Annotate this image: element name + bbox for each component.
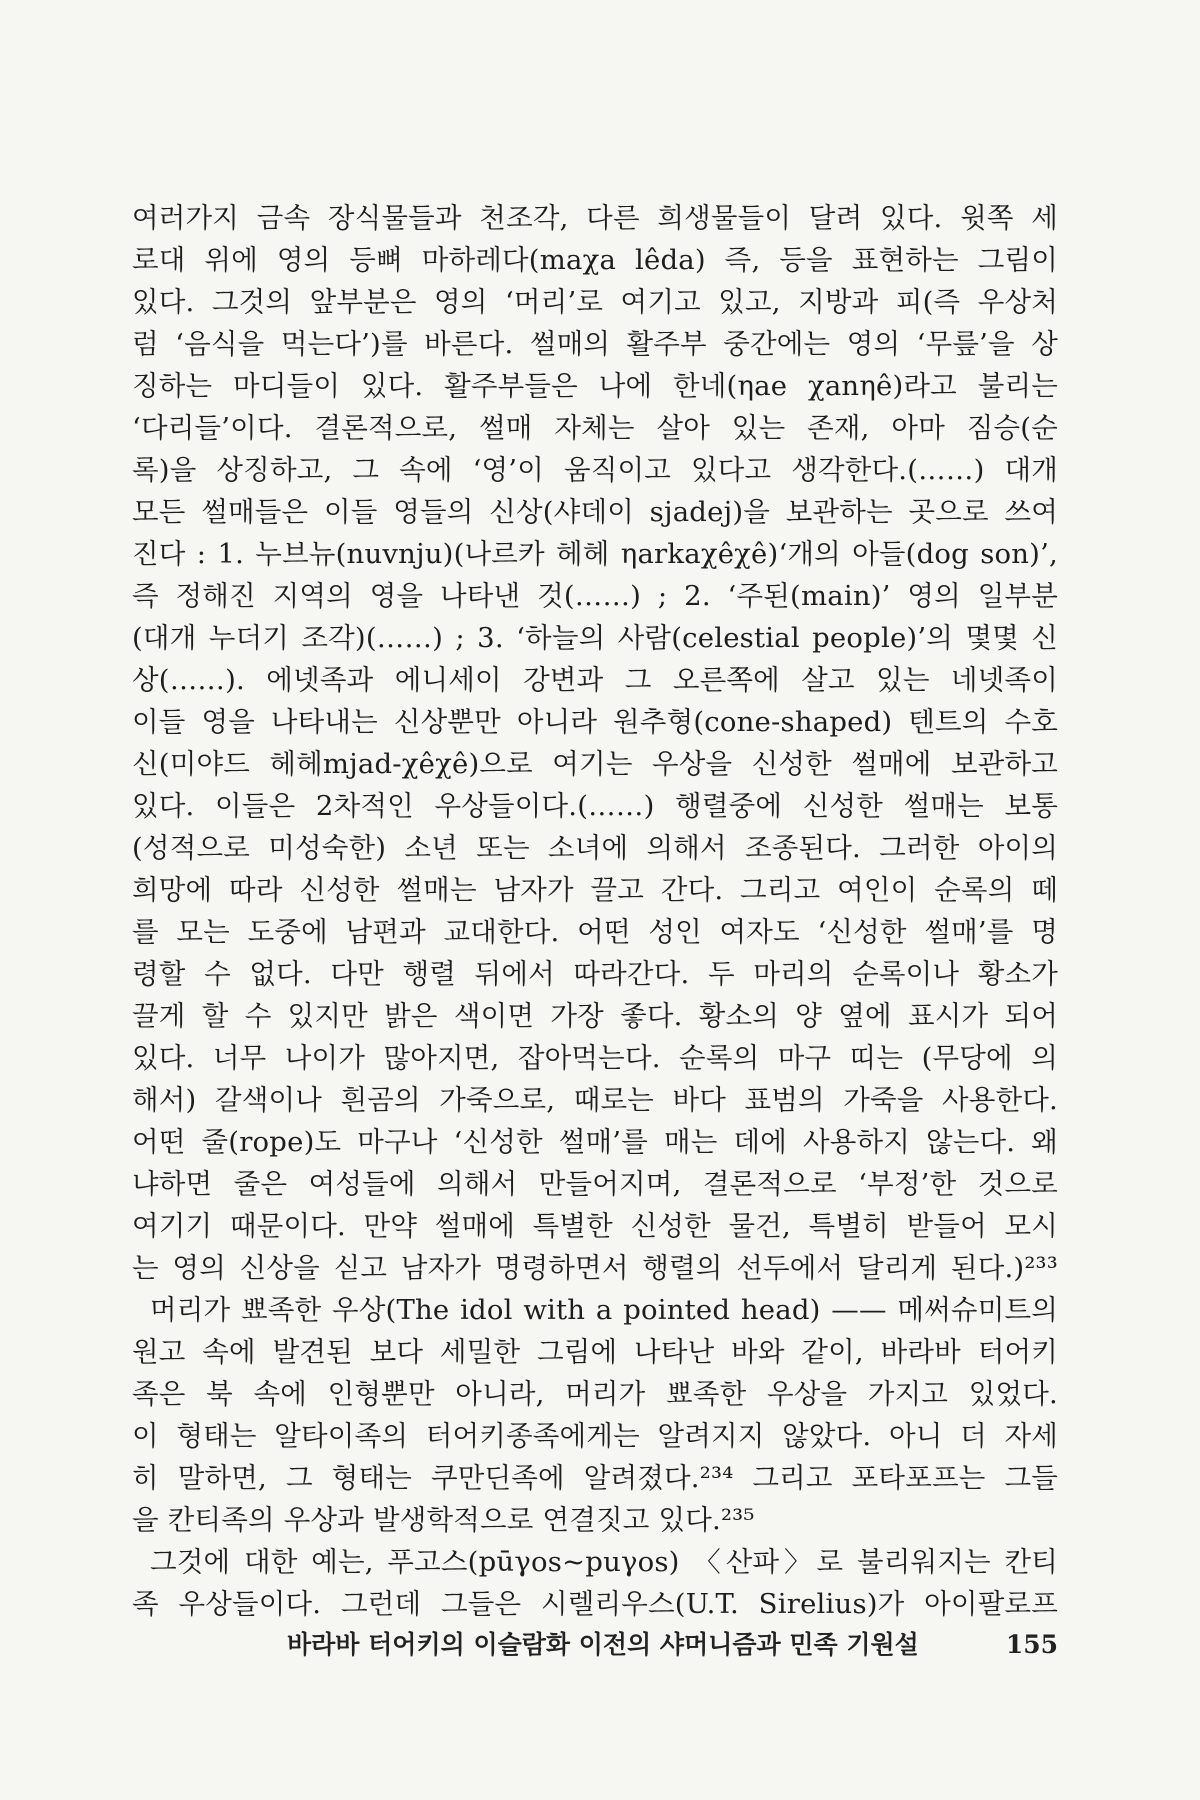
text-line: ‘다리들’이다. 결론적으로, 썰매 자체는 살아 있는 존재, 아마 짐승(순: [132, 412, 1058, 444]
text-line: 여러가지 금속 장식물들과 천조각, 다른 희생물들이 달려 있다. 윗쪽 세: [132, 202, 1058, 234]
text-line: 는 영의 신상을 싣고 남자가 명령하면서 행렬의 선두에서 달리게 된다.)²³³: [132, 1252, 1058, 1284]
paragraph-start-line: 그것에 대한 예는, 푸고스(pūγos~puγos) 〈산파〉로 불리워지는 칸티: [150, 1546, 1058, 1578]
text-line: 냐하면 줄은 여성들에 의해서 만들어지며, 결론적으로 ‘부정’한 것으로: [132, 1168, 1058, 1200]
text-line: 이들 영을 나타내는 신상뿐만 아니라 원추형(cone-shaped) 텐트의 수호: [132, 706, 1058, 738]
text-line: 모든 썰매들은 이들 영들의 신상(샤데이 sjadej)을 보관하는 곳으로 쓰여: [132, 496, 1058, 528]
paragraph-start-line: 머리가 뾰족한 우상(The idol with a pointed head) —— 메써슈미트의: [150, 1294, 1058, 1326]
text-line: 징하는 마디들이 있다. 활주부들은 나에 한네(ηae χanηê)라고 불리는: [132, 370, 1058, 402]
page-number: 155: [1005, 1630, 1058, 1659]
text-line: 끌게 할 수 있지만 밝은 색이면 가장 좋다. 황소의 양 옆에 표시가 되어: [132, 1000, 1058, 1032]
text-line: 이 형태는 알타이족의 터어키종족에게는 알려지지 않았다. 아니 더 자세: [132, 1420, 1058, 1452]
text-line: 진다 : 1. 누브뉴(nuvnju)(나르카 헤헤 ηarkaχêχê)‘개의 아들(dog son)’,: [132, 538, 1058, 570]
text-line: 원고 속에 발견된 보다 세밀한 그림에 나타난 바와 같이, 바라바 터어키: [132, 1336, 1058, 1368]
running-title: 바라바 터어키의 이슬람화 이전의 샤머니즘과 민족 기원설: [287, 1630, 919, 1659]
text-line: (대개 누더기 조각)(……) ; 3. ‘하늘의 사람(celestial people)’의 몇몇 신: [132, 622, 1058, 654]
text-line: 있다. 그것의 앞부분은 영의 ‘머리’로 여기고 있고, 지방과 피(즉 우상처: [132, 286, 1058, 318]
text-line: 희망에 따라 신성한 썰매는 남자가 끌고 간다. 그리고 여인이 순록의 떼: [132, 874, 1058, 906]
text-line: 럼 ‘음식을 먹는다’)를 바른다. 썰매의 활주부 중간에는 영의 ‘무릎’을 상: [132, 328, 1058, 360]
text-line: 히 말하면, 그 형태는 쿠만딘족에 알려졌다.²³⁴ 그리고 포타포프는 그들: [132, 1462, 1058, 1494]
paragraph-end-line: 을 칸티족의 우상과 발생학적으로 연결짓고 있다.²³⁵: [132, 1504, 755, 1536]
text-line: 록)을 상징하고, 그 속에 ‘영’이 움직이고 있다고 생각한다.(……) 대개: [132, 454, 1058, 486]
body-text: [132, 197, 1058, 1625]
text-line: 족 우상들이다. 그런데 그들은 시렐리우스(U.T. Sirelius)가 아이팔로프: [132, 1588, 1058, 1620]
text-line: 상(……). 에넷족과 에니세이 강변과 그 오른쪽에 살고 있는 네넷족이: [132, 664, 1058, 696]
text-line: 령할 수 없다. 다만 행렬 뒤에서 따라간다. 두 마리의 순록이나 황소가: [132, 958, 1058, 990]
text-line: (성적으로 미성숙한) 소년 또는 소녀에 의해서 조종된다. 그러한 아이의: [132, 832, 1058, 864]
text-line: 해서) 갈색이나 흰곰의 가죽으로, 때로는 바다 표범의 가죽을 사용한다.: [132, 1084, 1058, 1116]
text-line: 신(미야드 헤헤mjad-χêχê)으로 여기는 우상을 신성한 썰매에 보관하고: [132, 748, 1058, 780]
text-line: 족은 북 속에 인형뿐만 아니라, 머리가 뾰족한 우상을 가지고 있었다.: [132, 1378, 1058, 1410]
text-line: 있다. 너무 나이가 많아지면, 잡아먹는다. 순록의 마구 띠는 (무당에 의: [132, 1042, 1058, 1074]
page-footer: [287, 1628, 1058, 1662]
text-line: 를 모는 도중에 남편과 교대한다. 어떤 성인 여자도 ‘신성한 썰매’를 명: [132, 916, 1058, 948]
text-line: 로대 위에 영의 등뼈 마하레다(maχa lêda) 즉, 등을 표현하는 그림이: [132, 244, 1058, 276]
text-line: 여기기 때문이다. 만약 썰매에 특별한 신성한 물건, 특별히 받들어 모시: [132, 1210, 1058, 1242]
text-line: 즉 정해진 지역의 영을 나타낸 것(……) ; 2. ‘주된(main)’ 영의 일부분: [132, 580, 1058, 612]
text-line: 있다. 이들은 2차적인 우상들이다.(……) 행렬중에 신성한 썰매는 보통: [132, 790, 1058, 822]
text-line: 어떤 줄(rope)도 마구나 ‘신성한 썰매’를 매는 데에 사용하지 않는다. 왜: [132, 1126, 1058, 1158]
